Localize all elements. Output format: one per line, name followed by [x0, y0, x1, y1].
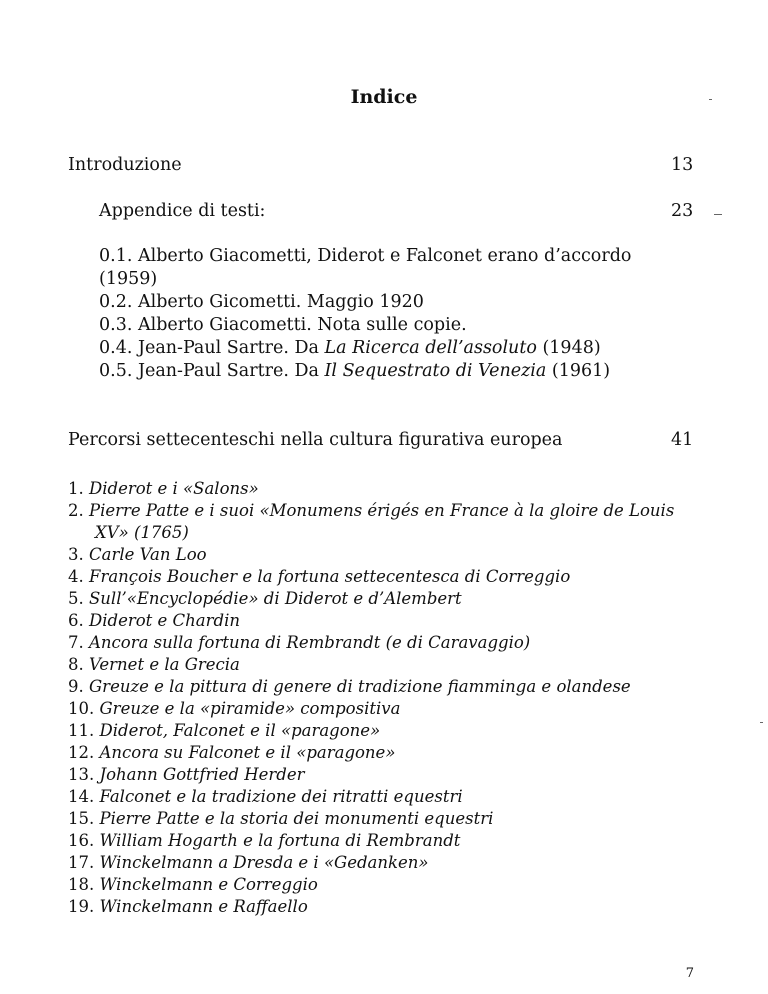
chapter-item: 19. Winckelmann e Raffaello — [68, 897, 308, 916]
toc-entry-appendice: Appendice di testi: — [99, 201, 266, 221]
chapter-item-continuation: XV» (1765) — [95, 523, 189, 542]
appendix-item: 0.2. Alberto Gicometti. Maggio 1920 — [99, 292, 424, 312]
appendix-list — [99, 245, 631, 383]
scan-speck — [709, 99, 712, 100]
chapter-item: 14. Falconet e la tradizione dei ritratti equestri — [68, 787, 463, 806]
appendix-item: 0.4. Jean-Paul Sartre. Da La Ricerca dell’assoluto (1948) — [99, 338, 601, 358]
toc-entry-percorsi: Percorsi settecenteschi nella cultura figurativa europea — [68, 430, 563, 450]
appendix-item-continuation: (1959) — [99, 269, 158, 289]
chapter-item: 6. Diderot e Chardin — [68, 611, 240, 630]
appendix-item: 0.1. Alberto Giacometti, Diderot e Falconet erano d’accordo — [99, 246, 632, 266]
chapter-item: 9. Greuze e la pittura di genere di tradizione fiamminga e olandese — [68, 677, 631, 696]
chapter-item: 8. Vernet e la Grecia — [68, 655, 240, 674]
chapter-item: 12. Ancora su Falconet e il «paragone» — [68, 743, 396, 762]
scan-speck — [714, 214, 722, 215]
toc-page-appendice: 23 — [671, 201, 694, 221]
chapter-item: 2. Pierre Patte e i suoi «Monumens érigés en France à la gloire de Louis — [68, 501, 675, 520]
chapter-item: 4. François Boucher e la fortuna settecentesca di Correggio — [68, 567, 571, 586]
chapter-item: 7. Ancora sulla fortuna di Rembrandt (e di Caravaggio) — [68, 633, 531, 652]
chapter-item: 16. William Hogarth e la fortuna di Rembrandt — [68, 831, 461, 850]
toc-entry-introduzione: Introduzione — [68, 155, 182, 175]
toc-page-introduzione: 13 — [671, 155, 694, 175]
appendix-item: 0.3. Alberto Giacometti. Nota sulle copie. — [99, 315, 467, 335]
chapter-item: 18. Winckelmann e Correggio — [68, 875, 318, 894]
chapter-item: 3. Carle Van Loo — [68, 545, 207, 564]
chapter-item: 1. Diderot e i «Salons» — [68, 479, 259, 498]
page-title: Indice — [350, 86, 418, 108]
scan-speck — [760, 722, 763, 723]
toc-page-percorsi: 41 — [671, 430, 694, 450]
chapter-item: 17. Winckelmann a Dresda e i «Gedanken» — [68, 853, 429, 872]
chapter-item: 11. Diderot, Falconet e il «paragone» — [68, 721, 381, 740]
chapter-item: 13. Johann Gottfried Herder — [68, 765, 305, 784]
appendix-item: 0.5. Jean-Paul Sartre. Da Il Sequestrato di Venezia (1961) — [99, 361, 611, 381]
page-number: 7 — [685, 966, 694, 981]
chapter-item: 5. Sull’«Encyclopédie» di Diderot e d’Alembert — [68, 589, 462, 608]
chapter-item: 10. Greuze e la «piramide» compositiva — [68, 699, 401, 718]
chapter-list — [68, 478, 674, 918]
chapter-item: 15. Pierre Patte e la storia dei monumenti equestri — [68, 809, 494, 828]
